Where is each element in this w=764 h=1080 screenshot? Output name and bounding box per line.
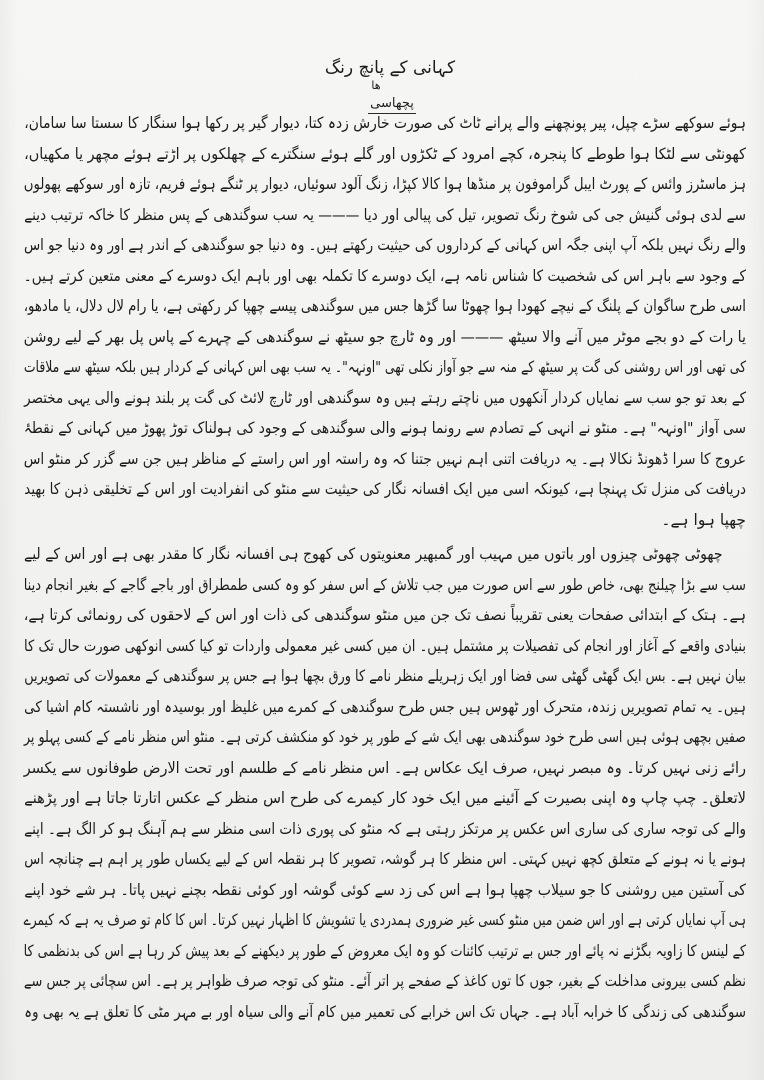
- title-mark: ھا: [371, 79, 381, 92]
- text-line: یا رات کے دو بجے موٹر میں آنے والا سیٹھ ——— اور وہ ٹارچ جو سیٹھ نے سوگندھی کے چہرے کے پاس پل بھر کے لیے روشن: [23, 327, 747, 346]
- text-line: دریافت کی منزل تک پہنچا ہے، کیونکہ اسی میں ایک افسانہ نگار کی حیثیت سے منٹو کی انفرادیت اور اس کے تخلیقی ذہن کا بھید: [24, 480, 747, 498]
- paragraph: [24, 539, 746, 1027]
- text-line: نظم کسی بیرونی مداخلت کے بغیر، جوں کا توں کاغذ کے صفحے پر اتر آئے۔ منٹو کی توجہ صرف ظواہر پر ہے۔ اس سچائی پر جس سے: [23, 972, 746, 990]
- subtitle: پچھاسی: [368, 95, 416, 114]
- text-line: سے لدی ہوئی گنیش جی کی شوخ رنگ تصویر، تیل کی پیالی اور دیا ——— یہ سب سوگندھی کے پس منظر کا خاکہ ترتیب دینے: [24, 205, 746, 224]
- page-title: کہانی کے پانچ رنگ: [324, 58, 456, 78]
- text-line: ہوئے سوکھے سڑے چپل، پیر پونچھنے والے پرانے ٹاٹ کی صورت خارش زدہ کتا، دیوار گیر پر رکھا ہوا سنگار کا سستا سا سامان،: [24, 114, 746, 132]
- text-line: چھپا ہوا ہے۔: [661, 510, 746, 529]
- text-line: ہی آپ نمایاں کرتی ہے اور اس ضمن میں منٹو کسی غیر ضروری ہمدردی یا تشویش کا اظہار نہیں کرتا۔ اس کا کام تو صرف یہ ہے کہ کیمرے: [23, 911, 747, 929]
- text-line: رائے زنی نہیں کرتا۔ وہ مبصر نہیں، صرف ایک عکاس ہے۔ اس منظر نامے کے طلسم اور تحت الارض طوفانوں سے یکسر: [23, 758, 746, 777]
- text-line: اسی طرح ساگوان کے پلنگ کے نیچے کھودا ہوا چھوٹا سا گڑھا جس میں سوگندھی پیسے چھپا کر رکھتی ہے، یا رام لال دلال، یا مادھو،: [23, 297, 746, 315]
- paragraph: [24, 108, 746, 535]
- text-line: بنیادی واقعے کے آغاز اور انجام کی تفصیلات پر مشتمل ہیں۔ ان میں کسی غیر معمولی واردات تو کیا کسی انوکھی صورت حال تک کا: [24, 636, 746, 655]
- text-line: ہز ماسٹرز وائس کے پورٹ ایبل گراموفون پر منڈھا ہوا کالا کپڑا، زنگ آلود سوئیاں، دیوار پر ٹنگے ہوئے فریم، تازہ اور سوکھے پھولوں: [23, 175, 746, 193]
- text-line: ہونے یا نہ ہونے کے متعلق کچھ نہیں کہتی۔ اس منظر کا ہر گوشہ، تصویر کا ہر نقطہ اس کے لیے یکساں طور پر اہم ہے چنانچہ اس: [24, 850, 747, 868]
- document-body: [24, 108, 746, 1027]
- text-line: کی تھی اور اس روشنی کی گت پر سیٹھ کے منہ سے جو آواز نکلی تھی "اونہہ"۔ یہ سب بھی اس کہانی کے کردار ہیں بلکہ سیٹھ سے ملاقات: [23, 358, 746, 376]
- text-line: لاتعلق۔ چپ چاپ وہ اپنی بصیرت کے آئینے میں ایک خود کار کیمرے کی طرح اس منظر کے عکس اتارتا جاتا ہے اور پڑھنے: [24, 789, 747, 807]
- text-line: والے رنگ نہیں بلکہ آپ اپنی جگہ اس کہانی کے کرداروں کی حیثیت رکھتے ہیں۔ وہ دنیا جو سوگندھی کے اندر ہے اور وہ دنیا جو اس: [23, 236, 747, 254]
- text-line: ہے۔ ہتک کے ابتدائی صفحات یعنی تقریباً نصف تک جن میں منٹو سوگندھی کی ذات اور اس کے لاحقوں کی رونمائی کرتا ہے،: [23, 606, 746, 624]
- text-line: کے وجود سے باہر اس کی شخصیت کا شناس نامہ ہے، ایک دوسرے کا تکملہ بھی اور باہم ایک دوسرے کے معنی متعین کرتے ہیں۔: [23, 266, 747, 285]
- text-line: ہیں۔ یہ تمام تصویریں زندہ، متحرک اور ٹھوس ہیں جس طرح سوگندھی کے کمرے میں غلیظ اور بوسیدہ اور ناشستہ کام اشیا کی: [24, 697, 747, 716]
- text-line: عروج کا سرا ڈھونڈ نکالا ہے۔ یہ دریافت اتنی اہم نہیں جتنا کہ وہ راستہ اور اس راستے کے مناظر ہیں جن سے گزر کر منٹو اس: [23, 449, 746, 468]
- text-line: سی آواز "اونہہ" ہے۔ منٹو نے انہی کے تصادم سے رونما ہونے والی سوگندھی کے وجود کی ہولناک توڑ پھوڑ میں کہانی کے نقطۂ: [23, 419, 747, 437]
- text-line: سب سے بڑا چیلنج بھی، خاص طور سے اس صورت میں جب تلاش کے اس سفر کو وہ کسی طمطراق اور باجے گاجے کے بغیر انجام دینا: [23, 575, 746, 594]
- text-line: کھونٹی سے لٹکا ہوا طوطے کا پنجرہ، کچے امرود کے ٹکڑوں اور گلے ہوئے سنگترے کے چھلکوں پر اڑتے ہوئے مچھر یا مکھیاں،: [24, 144, 747, 163]
- text-line: چھوٹی چھوٹی چیزوں اور باتوں میں مہیب اور گمبھیر معنویتوں کی کھوج ہی افسانہ نگار کا مقدر بھی ہے اور اس کے لیے: [23, 545, 723, 563]
- text-line: بیان نہیں ہے۔ بس ایک گھٹی گھٹی سی فضا اور ایک زہریلے منظر نامے کا ورق بچھا ہوا ہے جس پر سوگندھی کے معمولات کی تصویریں: [24, 667, 746, 685]
- text-line: سوگندھی کی زندگی کا خرابہ آباد ہے۔ جہاں تک اس خرابے کی تعمیر میں کام آنے والی سیاہ اور بے مہر مٹی کا تعلق ہے یہ بھی وہ: [24, 1002, 746, 1021]
- text-line: والے کی توجہ ساری کی ساری اس عکس پر مرتکز رہتی ہے کہ منٹو کی پوری ذات اسی منظر سے ہم آہنگ ہو کر الگ ہے۔ اپنے: [24, 819, 747, 838]
- text-line: کے بعد تو جو سب سے نمایاں کردار آنکھوں میں ناچتے رہتے ہیں وہ سوگندھی اور ٹارچ لائٹ کی گت پر بلند ہونے والی یہی مختصر: [24, 388, 746, 407]
- text-line: کی آستین میں روشنی کا جو سیلاب چھپا ہوا ہے اس کی زد سے کوئی گوشہ اور کوئی نقطہ بچنے نہیں پاتا۔ ہر شے خود اپنے: [24, 880, 747, 899]
- text-line: صفیں بچھی ہوئی ہیں اسی طرح خود سوگندھی بھی ایک شے کے طور پر خود کو منکشف کرتی ہے۔ منٹو اس منظر نامے کے کسی پہلو پر: [23, 728, 746, 746]
- page-header: [0, 56, 764, 114]
- text-line: کے لینس کا زاویہ بگڑنے نہ پائے اور جس بے ترتیب کائنات کو وہ ایک معروض کے طور پر دیکھنے کے بعد پیش کر رہا ہے اس کی بدنظمی کا: [23, 941, 746, 960]
